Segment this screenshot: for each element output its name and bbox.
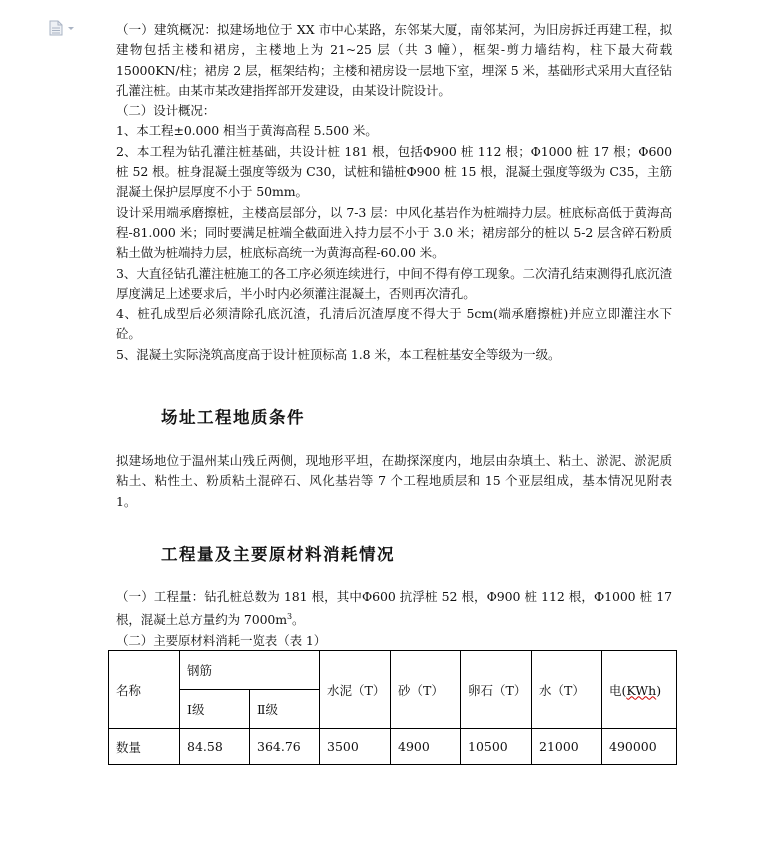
geology-section — [116, 451, 672, 512]
header-name: 名称 — [109, 651, 180, 729]
overview-section — [116, 20, 672, 365]
header-steel: 钢筋 — [180, 651, 320, 690]
cell-electricity: 490000 — [602, 729, 677, 765]
design-item-5: 5、混凝土实际浇筑高度高于设计桩顶标高 1.8 米，本工程桩基安全等级为一级。 — [116, 346, 561, 362]
table-row — [109, 729, 677, 765]
row-label: 数量 — [109, 729, 180, 765]
design-item-2: 2、本工程为钻孔灌注桩基础，共设计桩 181 根，包括Φ900 桩 112 根；Φ1000 桩 17 根；Φ600 桩 52 根。桩身混凝土强度等级为 C30，试桩和锚桩Φ900 桩 15 根，混凝土强度等级为 C35，主筋混凝土保护层厚度不小于 50mm。 — [116, 143, 672, 200]
cell-cement: 3500 — [320, 729, 391, 765]
building-overview: （一）建筑概况：拟建场地位于 XX 市中心某路，东邻某大厦，南邻某河，为旧房拆迁再建工程，拟建物包括主楼和裙房，主楼地上为 21~25 层（共 3 幢），框架-剪力墙结构，柱下最大荷载 15000KN/柱；裙房 2 层，框架结构；主楼和裙房设一层地下室，埋深 5 米，基础形式采用大直径钻孔灌注桩。由某市某改建指挥部开发建设，由某设计院设计。 — [116, 22, 672, 98]
geology-body: 拟建场地位于温州某山残丘两侧，现地形平坦，在勘探深度内，地层由杂填土、粘土、淤泥、淤泥质粘土、粘性土、粉质粘土混碎石、风化基岩等 7 个工程地质层和 15 个亚层组成，基本情况见附表 1。 — [116, 453, 672, 509]
design-item-1: 1、本工程±0.000 相当于黄海高程 5.500 米。 — [116, 123, 378, 139]
design-item-4: 4、桩孔成型后必须清除孔底沉渣，孔清后沉渣厚度不得大于 5cm(端承磨擦桩)并应立即灌注水下砼。 — [116, 306, 672, 342]
header-steel-grade2: Ⅱ级 — [250, 690, 320, 729]
header-cement: 水泥（T） — [320, 651, 391, 729]
document-body — [116, 20, 672, 648]
header-sand: 砂（T） — [391, 651, 461, 729]
chevron-down-icon — [68, 27, 74, 30]
quantity-paragraph — [116, 587, 672, 631]
electricity-label: 电( — [609, 682, 627, 698]
table-header-row — [109, 651, 677, 690]
cell-steel1: 84.58 — [180, 729, 250, 765]
table-caption: （二）主要原材料消耗一览表（表 1） — [116, 632, 327, 648]
header-electricity — [602, 651, 677, 729]
header-gravel: 卵石（T） — [461, 651, 532, 729]
electricity-paren: ) — [656, 682, 662, 698]
cell-steel2: 364.76 — [250, 729, 320, 765]
design-overview-title: （二）设计概况： — [116, 103, 216, 119]
materials-section — [116, 587, 672, 651]
cubic-superscript: 3 — [287, 612, 293, 622]
design-item-3: 3、大直径钻孔灌注桩施工的各工序必须连续进行，中间不得有停工现象。二次清孔结束测得孔底沉渣厚度满足上述要求后，半小时内必须灌注混凝土，否则再次清孔。 — [116, 265, 672, 301]
header-steel-grade1: Ⅰ级 — [180, 690, 250, 729]
design-item-2-detail: 设计采用端承磨擦桩，主楼高层部分，以 7-3 层：中风化基岩作为桩端持力层。桩底标高低于黄海高程-81.000 米；同时要满足桩端全截面进入持力层不小于 3.0 米；裙房部分的桩以 5-2 层含碎石粉质粘土做为桩端持力层，桩底标高统一为黄海高程-60.00 米。 — [116, 204, 672, 261]
materials-table — [108, 650, 677, 765]
materials-heading: 工程量及主要原材料消耗情况 — [161, 545, 395, 564]
quantity-text-end: 。 — [292, 612, 305, 628]
geology-heading: 场址工程地质条件 — [161, 408, 305, 427]
quantity-text: （一）工程量：钻孔桩总数为 181 根，其中Φ600 抗浮桩 52 根，Φ900 桩 112 根，Φ1000 桩 17 根，混凝土总方量约为 7000m — [116, 589, 672, 628]
header-water: 水（T） — [532, 651, 602, 729]
cell-water: 21000 — [532, 729, 602, 765]
document-icon[interactable] — [48, 20, 78, 36]
cell-gravel: 10500 — [461, 729, 532, 765]
electricity-unit: KWh — [626, 682, 657, 698]
cell-sand: 4900 — [391, 729, 461, 765]
